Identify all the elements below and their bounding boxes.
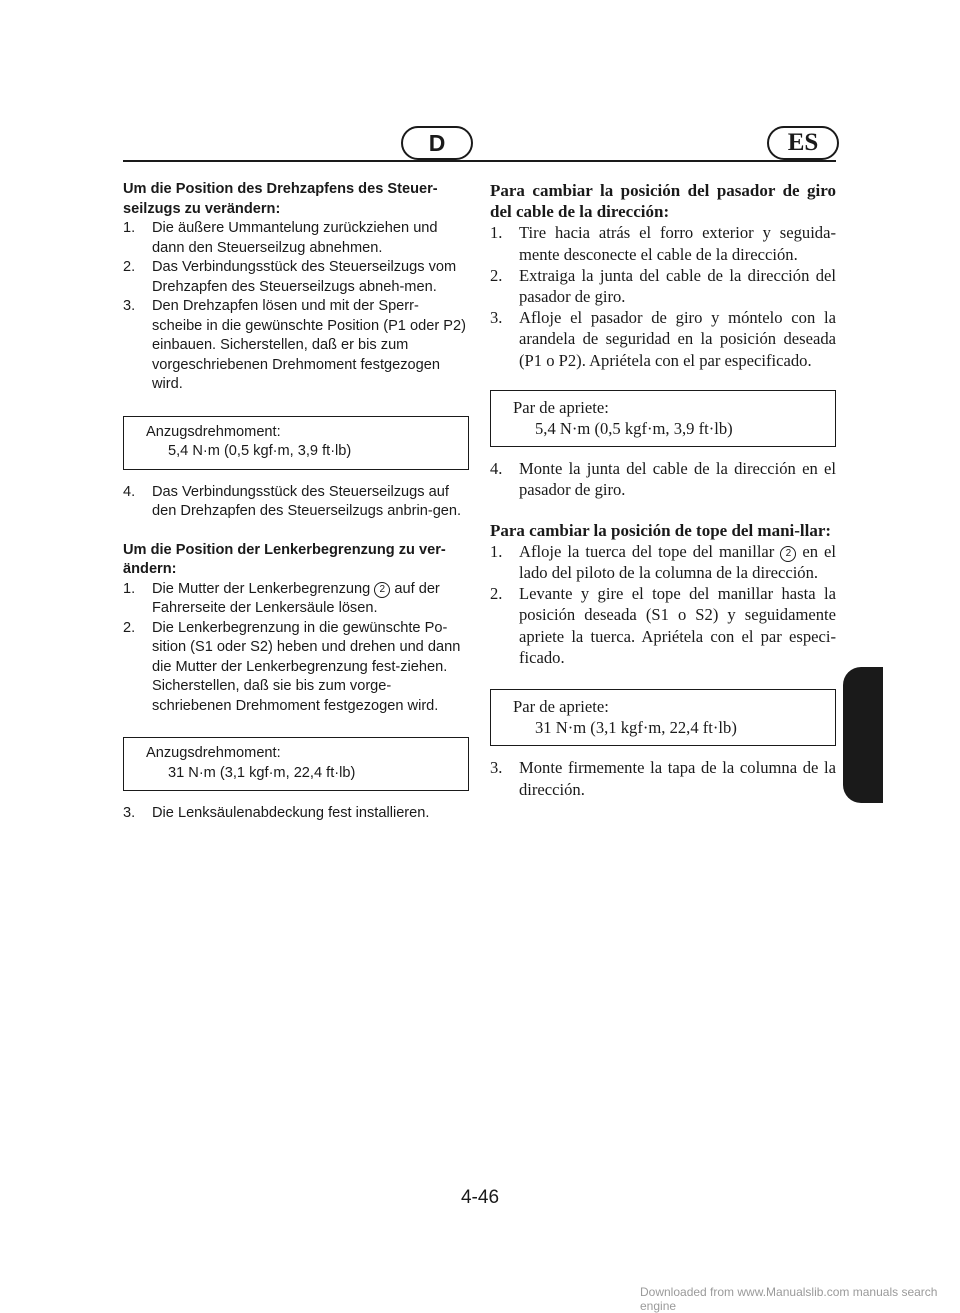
step-text: Die Lenksäulenabdeckung fest installieren.	[152, 805, 430, 821]
step-text: Levante y gire el tope del manillar hasta la posición deseada (S1 o S2) y seguidamente apriete la tuerca. Apriételа con el par especi-ficado.	[519, 584, 836, 667]
step-text: auf der Fahrerseite der Lenkersäule lösen.	[152, 580, 440, 616]
step-text: Monte firmemente la tapa de la columna de la dirección.	[519, 758, 836, 799]
step-number: 1.	[123, 580, 136, 597]
list-item	[123, 219, 469, 258]
step-text: Afloje la tuerca del tope del manillar	[519, 541, 775, 561]
column-spanish	[490, 180, 836, 800]
step-text: Extraiga la junta del cable de la dirección del pasador de giro.	[519, 265, 836, 307]
step-number: 1.	[490, 541, 503, 561]
callout-circle: 2	[374, 582, 390, 598]
language-badge-de: D	[401, 126, 473, 160]
step-text: Das Verbindungsstück des Steuerseilzugs auf den Drehzapfen des Steuerseilzugs anbrin-gen.	[152, 483, 462, 519]
list-item	[123, 258, 469, 297]
step-text: Den Drehzapfen lösen und mit der Sperr-scheibe in die gewünschte Position (P1 oder P2) einbauen. Sicherstellen, daß er bis zum vorgeschriebenen Drehmoment festgezogen wird.	[152, 298, 466, 392]
spec-label: Par de apriete:	[513, 397, 609, 417]
section-heading: Para cambiar la posición de tope del mani-llar:	[490, 520, 832, 540]
step-number: 3.	[123, 805, 136, 821]
step-number: 2.	[123, 619, 136, 636]
step-number: 3.	[123, 298, 136, 314]
section-heading: Um die Position der Lenkerbegrenzung zu ver-ändern:	[123, 541, 446, 577]
step-number: 1.	[490, 223, 503, 243]
spec-value: 5,4 N·m (0,5 kgf·m, 3,9 ft·lb)	[168, 443, 352, 459]
step-number: 2.	[490, 584, 503, 604]
callout-circle: 2	[780, 546, 796, 562]
torque-spec-box	[490, 689, 836, 746]
step-number: 2.	[490, 265, 503, 285]
step-number: 4.	[490, 459, 503, 479]
spec-value: 31 N·m (3,1 kgf·m, 22,4 ft·lb)	[535, 718, 737, 738]
step-list	[490, 757, 836, 799]
list-item	[123, 804, 469, 824]
list-item	[123, 619, 469, 717]
spec-label: Anzugsdrehmoment:	[146, 423, 281, 440]
page-number: 4-46	[460, 1187, 500, 1208]
spec-label: Anzugsdrehmoment:	[146, 745, 281, 761]
language-badge-es: ES	[767, 126, 839, 160]
chapter-tab	[843, 667, 883, 803]
spec-value: 31 N·m (3,1 kgf·m, 22,4 ft·lb)	[168, 764, 356, 781]
header-rule	[123, 160, 836, 162]
step-number: 3.	[490, 758, 503, 778]
list-item	[123, 580, 469, 619]
step-text: Monte la junta del cable de la dirección en el pasador de giro.	[519, 459, 836, 500]
step-list	[123, 580, 469, 717]
step-text: Die Mutter der Lenkerbegrenzung	[152, 580, 371, 597]
step-text: Die Lenkerbegrenzung in die gewünschte Po-sition (S1 oder S2) heben und drehen und dann die Mutter der Lenkerbegrenzung fest-ziehen. Sicherstellen, daß sie bis zum vorge-schriebenen Drehmoment festgezogen wird.	[152, 619, 461, 714]
watermark: Downloaded from www.Manualslib.com manuals search engine	[640, 1285, 938, 1313]
step-number: 4.	[123, 483, 136, 500]
step-text: Tire hacia atrás el forro exterior y seguida-mente desconecte el cable de la dirección.	[519, 223, 836, 264]
list-item	[123, 297, 469, 395]
section-heading: Um die Position des Drehzapfens des Steuer-seilzugs zu verändern:	[123, 181, 438, 217]
step-list	[123, 219, 469, 395]
step-number: 2.	[123, 259, 136, 275]
list-item	[490, 583, 836, 668]
list-item	[490, 265, 836, 307]
step-list	[123, 804, 469, 824]
step-text: en el lado del piloto de la columna de la dirección.	[519, 541, 836, 583]
torque-spec-box	[490, 390, 836, 447]
torque-spec-box	[123, 416, 469, 470]
list-item	[490, 307, 836, 371]
step-text: Die äußere Ummantelung zurückziehen und dann den Steuerseilzug abnehmen.	[152, 220, 438, 256]
spec-label: Par de apriete:	[513, 697, 609, 717]
step-list	[490, 458, 836, 500]
list-item	[490, 222, 836, 264]
section-heading: Para cambiar la posición del pasador de giro del cable de la dirección:	[490, 181, 836, 222]
column-german	[123, 180, 469, 824]
step-text: Afloje el pasador de giro y móntelo con la arandela de seguridad en la posición deseada (P1 o P2). Apriételа con el par especificado.	[519, 308, 836, 370]
list-item	[490, 458, 836, 500]
spec-value: 5,4 N·m (0,5 kgf·m, 3,9 ft·lb)	[535, 419, 733, 439]
list-item	[490, 541, 836, 583]
torque-spec-box	[123, 737, 469, 791]
step-list	[490, 541, 836, 668]
step-list	[490, 222, 836, 370]
step-number: 3.	[490, 308, 503, 328]
step-list	[123, 483, 469, 522]
step-text: Das Verbindungsstück des Steuerseilzugs vom Drehzapfen des Steuerseilzugs abneh-men.	[152, 259, 457, 295]
list-item	[490, 757, 836, 799]
list-item	[123, 483, 469, 522]
step-number: 1.	[123, 220, 136, 236]
